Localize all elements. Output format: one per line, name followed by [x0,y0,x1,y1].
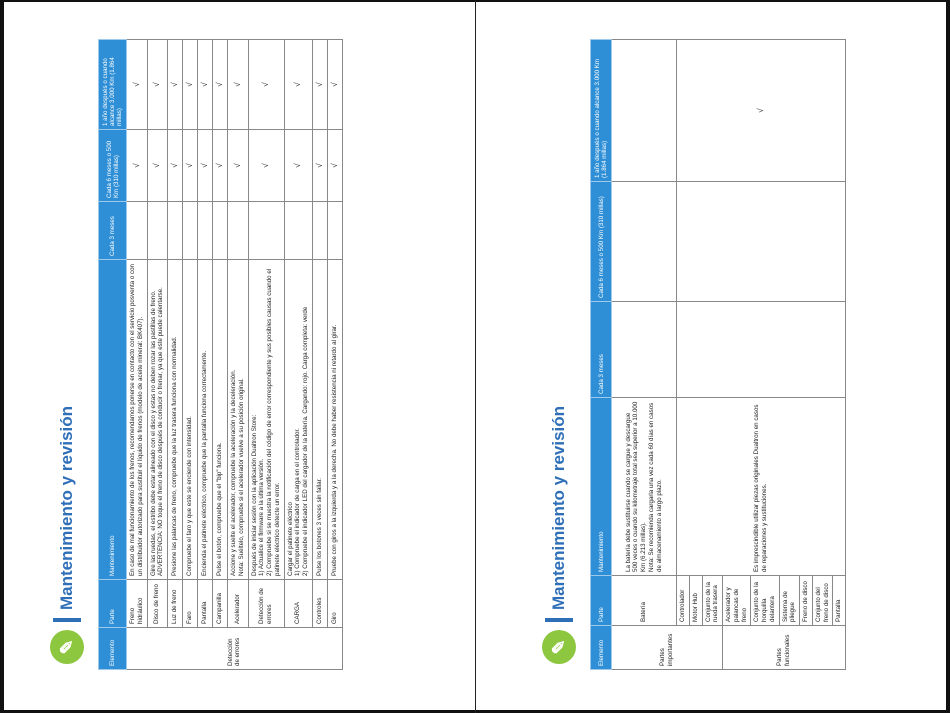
maintenance-cell: Pruebe con giros a la izquierda y a la derecha. No debe haber resistencia ni retardo al girar. [327,260,342,580]
table-row [213,40,228,670]
check-cell-3 [213,202,228,260]
group-cell-partes-funcionales: Partes funcionales [723,626,846,670]
check-cell-12: √ [327,40,342,130]
header-mantenimiento: Mantenimiento [99,260,127,580]
check-cell-3 [284,202,312,260]
header-1-ano: 1 año después o cuando alcance 3.000 Km (1.864 millas) [99,40,127,130]
part-cell: Faro [183,580,198,628]
part-cell: Motor Hub [689,576,702,626]
check-cell-6: √ [284,130,312,202]
table-row [198,40,213,670]
part-cell: CARGA [284,580,312,628]
check-cell-12: √ [198,40,213,130]
header-elemento: Elemento [99,628,127,670]
page-title: Mantenimiento y revisión [57,405,76,610]
check-cell-12: √ [312,40,327,130]
check-cell-3 [147,202,168,260]
check-cell-6: √ [312,130,327,202]
header-parte: Parte [591,576,612,626]
table-row [677,40,690,670]
part-cell: Giro [327,580,342,628]
page-border-left [0,0,4,713]
maintenance-cell: Pulse el botón, compruebe que el "bip" funciona. [213,260,228,580]
check-cell-6: √ [198,130,213,202]
part-cell: Controles [312,580,327,628]
header-6-meses: Cada 6 meses o 500 Km (310 millas) [591,182,612,302]
check-cell-12: √ [228,40,249,130]
header-3-meses: Cada 3 meses [591,302,612,398]
part-cell: Luz de freno [168,580,183,628]
table-row [168,40,183,670]
check-cell-12: √ [127,40,148,130]
right-page [540,40,940,670]
part-cell: Controlador [677,576,690,626]
header-1-ano: 1 año después o cuando alcance 3.000 Km (1.864 millas) [591,40,612,182]
check-cell-3 [312,202,327,260]
header-6-meses: Cada 6 meses o 500 Km (310 millas) [99,130,127,202]
check-cell-6 [677,182,846,302]
table-row [284,40,312,670]
maintenance-cell: Presione las palancas de freno, compruebe que la luz trasera funciona con normalidad. [168,260,183,580]
left-page [48,40,448,670]
header-parte: Parte [99,580,127,628]
maintenance-cell-parts: Es imprescindible utilizar piezas originales Dualtron en casos de reparaciones y sustituciones. [677,398,846,576]
check-cell-6: √ [228,130,249,202]
part-cell: Sistema de pliegue [779,576,800,626]
part-cell: Conjunto de la rueda trasera [702,576,723,626]
left-page-header [50,406,84,664]
maintenance-cell: Compruebe el faro y que este se enciende con intensidad. [183,260,198,580]
check-cell-12: √ [284,40,312,130]
maintenance-logo-icon: ✎ [542,630,576,664]
table-header-row [99,40,127,670]
header-3-meses: Cada 3 meses [99,202,127,260]
table-row [127,40,148,670]
table-row [228,40,249,670]
check-cell-3 [228,202,249,260]
check-cell-6: √ [183,130,198,202]
title-accent-bar [545,618,573,622]
check-cell-6: √ [147,130,168,202]
part-cell-bateria: Batería [612,576,677,626]
maintenance-cell: En caso de mal funcionamiento de los frenos, recomendamos ponerse en contacto con el servicio posventa o con un distribuidor autorizado para sustituir el líquido de frenos (modelo de aceite mineral: BK407). [127,260,148,580]
part-cell: Conjunto de la horquilla delantera [751,576,779,626]
maintenance-cell: Gire las ruedas, el estribo debe estar alineado con el disco y estas no deben rozar las pastillas de freno. ADVERTENCIA: NO toque el freno de disco después de conducir o frenar, ya que este puede calentarse. [147,260,168,580]
maintenance-cell: Cargar el patinete eléctrico 1) Compruebe el indicador de carga en el controlador. 2) Compruebe el indicador LED del cargador de la batería. Cargando: rojo. Carga completa: verde [284,260,312,580]
part-cell: Acelerador [228,580,249,628]
table-row [312,40,327,670]
table-row [327,40,342,670]
page-divider [475,0,476,713]
part-cell: Pantalla [833,576,846,626]
table-row [612,40,677,670]
check-cell-3 [183,202,198,260]
check-cell-12: √ [168,40,183,130]
page-title: Mantenimiento y revisión [549,405,568,610]
part-cell: Pantalla [198,580,213,628]
maintenance-cell: Encienda el patinete eléctrico, compruebe que la pantalla funciona correctamente. [198,260,213,580]
part-cell: Conjunto del freno de disco [812,576,833,626]
check-cell-12: √ [183,40,198,130]
check-cell-12: √ [213,40,228,130]
title-accent-bar [53,618,81,622]
check-cell-3 [127,202,148,260]
check-cell-3 [677,302,846,398]
part-cell: Acelerador y palancas de freno [723,576,751,626]
header-elemento: Elemento [591,626,612,670]
maintenance-cell: Accione y suelte el acelerador, compruebe la aceleración y la deceleración. Nota: Suéltelo, compruebe si el acelerador vuelve a su posición original. [228,260,249,580]
check-cell-3 [168,202,183,260]
maintenance-logo-icon: ✎ [50,630,84,664]
maintenance-cell: Pulse los botones 3 veces sin fallar. [312,260,327,580]
part-cell: Campanilla [213,580,228,628]
table-row [183,40,198,670]
right-maintenance-table [590,39,846,670]
table-row [147,40,168,670]
maintenance-cell-bateria: La batería debe sustituirse cuando se cargue y descargue 500 veces o cuando su kilometraje total sea superior a 10.000 Km (6.213 millas). Nota: Se recomienda cargarla una vez cada 60 días en casos de almacenamiento a largo plazo. [612,398,677,576]
check-cell-6: √ [248,130,284,202]
table-header-row [591,40,612,670]
part-cell: Freno hidráulico [127,580,148,628]
group-cell-partes-importantes: Partes importantes [612,626,723,670]
part-cell: Disco de freno [147,580,168,628]
check-cell-6: √ [168,130,183,202]
check-cell-12: √ [147,40,168,130]
check-cell-6: √ [213,130,228,202]
check-cell-6: √ [127,130,148,202]
left-maintenance-table [98,39,343,670]
check-cell-3 [327,202,342,260]
table-row [248,40,284,670]
header-mantenimiento: Mantenimiento [591,398,612,576]
check-cell-12: √ [677,40,846,182]
group-cell-deteccion-de-errores: Detección de errores [127,628,343,670]
part-cell: Detección de errores [248,580,284,628]
check-cell-6 [612,182,677,302]
check-cell-3 [198,202,213,260]
part-cell: Freno de disco [800,576,813,626]
check-cell-3 [248,202,284,260]
page-border-right [946,0,950,713]
maintenance-cell: Después de iniciar sesión con la aplicación Dualtron Store: 1) Actualice el firmware a la última versión. 2) Compruebe si se muestra la notificación del código de error correspondiente y sus posibles causas cuando el patinete eléctrico detecte un error. [248,260,284,580]
check-cell-12 [612,40,677,182]
check-cell-12: √ [248,40,284,130]
check-cell-3 [612,302,677,398]
check-cell-6: √ [327,130,342,202]
right-page-header [542,406,576,664]
